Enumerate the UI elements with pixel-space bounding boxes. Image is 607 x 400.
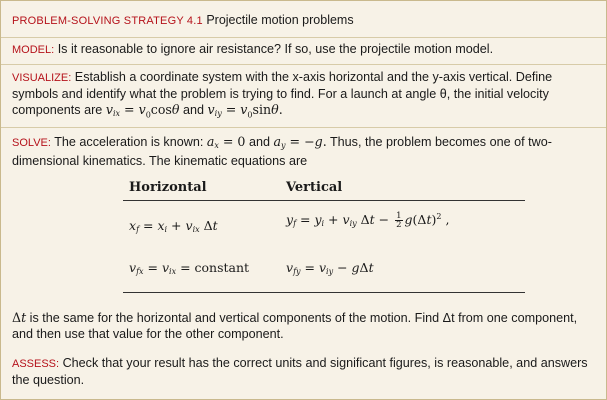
solve-text-2: Thus, the problem becomes one of two-dimensional kinematics. The kinematic equations are [12, 135, 552, 168]
title-divider [1, 37, 606, 38]
solve-and: and [248, 135, 270, 149]
model-label: MODEL: [12, 44, 55, 56]
table-header-rule [123, 200, 525, 201]
delta-t-symbol: Δt [12, 310, 27, 325]
visualize-divider [1, 127, 606, 128]
horizontal-position-equation: $x_f = x_i + v_{ix}$ Δt [129, 218, 218, 234]
vix-equation: $v_{ix} = v_0\cos\theta$ [105, 102, 180, 120]
horizontal-header: Horizontal [129, 180, 207, 195]
strategy-title-text: Projectile motion problems [206, 13, 354, 27]
assess-text: Check that your result has the correct units and significant figures, is reasonable, and answers the question. [12, 356, 588, 387]
solve-label: SOLVE: [12, 137, 51, 149]
assess-paragraph [12, 356, 597, 388]
solve-text-1: The acceleration is known: [54, 135, 204, 149]
ay-equation: $a_y = -g$. [273, 134, 327, 150]
strategy-title [12, 13, 354, 27]
vertical-position-equation: $y_f = y_i + v_{iy}$ Δt − $\frac{1}{2}$ $g(\Delta t)^2$ , [286, 211, 450, 231]
vertical-velocity-equation: $v_{fy} = v_{iy} - g\Delta t$ [286, 260, 374, 276]
ax-equation: $a_x = 0$ [206, 134, 246, 150]
model-text: Is it reasonable to ignore air resistance? If so, use the projectile motion model. [57, 42, 494, 56]
delta-t-text: is the same for the horizontal and vertical components of the motion. Find Δt from one component, and then use that value for the other component. [12, 311, 578, 341]
viy-equation: $v_{iy} = v_0\sin\theta$. [207, 102, 283, 120]
visualize-label: VISUALIZE: [12, 72, 72, 84]
solve-paragraph [12, 134, 597, 169]
visualize-and: and [183, 103, 205, 117]
model-paragraph [12, 42, 597, 59]
assess-label: ASSESS: [12, 358, 60, 370]
visualize-text: Establish a coordinate system with the x-axis horizontal and the y-axis vertical. Define symbols and identify what the problem is trying to find. For a launch at angle θ, the initial velocity components are [12, 70, 553, 117]
table-bottom-rule [123, 292, 525, 293]
horizontal-velocity-equation: $v_{fx} = v_{ix}$ = constant [129, 260, 250, 276]
vertical-header: Vertical [286, 180, 343, 195]
visualize-paragraph [12, 70, 597, 123]
model-divider [1, 64, 606, 65]
kinematic-equations-table [123, 176, 525, 294]
delta-t-paragraph [12, 310, 597, 342]
strategy-kicker: PROBLEM-SOLVING STRATEGY 4.1 [12, 15, 203, 27]
constant-word: constant [194, 260, 250, 275]
